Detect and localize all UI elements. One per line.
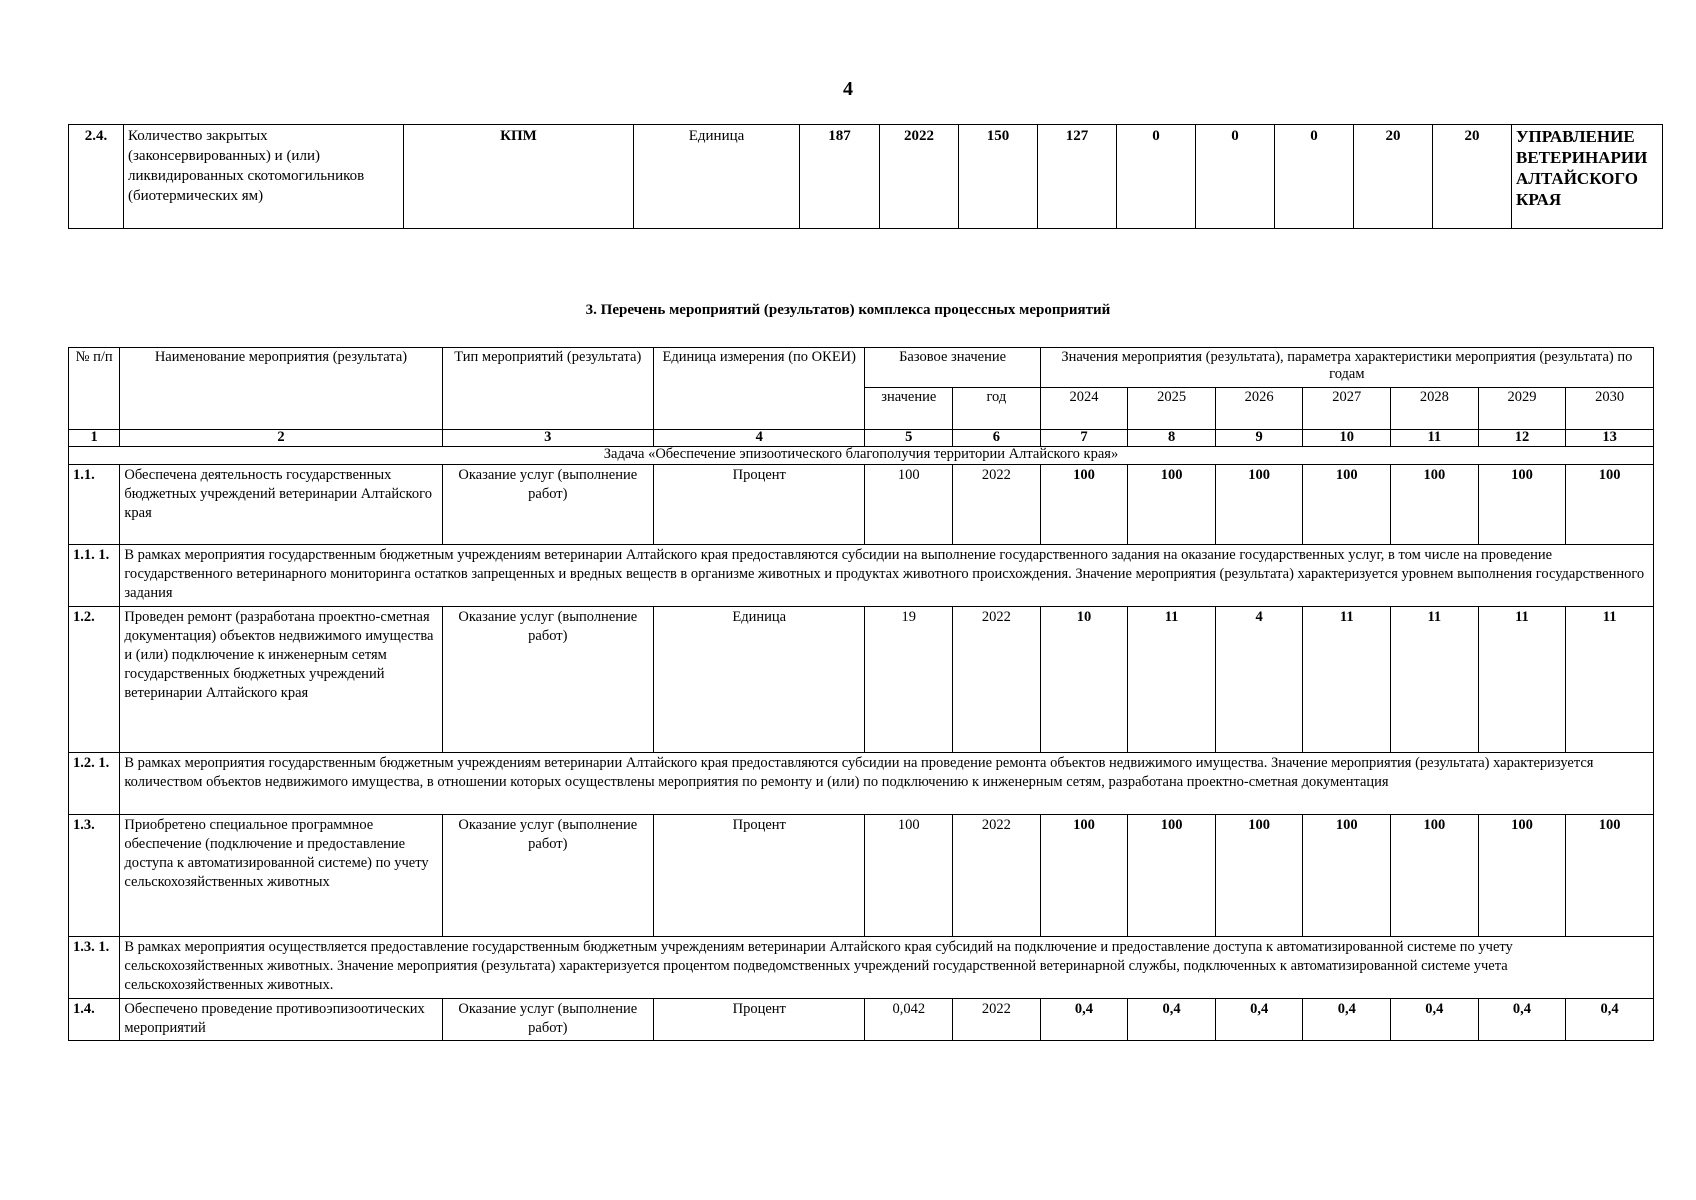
value-cell: 20: [1433, 125, 1512, 229]
row-type: Оказание услуг (выполнение работ): [442, 999, 653, 1041]
row-type: КПМ: [404, 125, 634, 229]
row-number: 1.1. 1.: [69, 545, 120, 607]
base-year: 2022: [953, 607, 1041, 753]
year-value: 100: [1303, 465, 1391, 545]
row-number: 1.2.: [69, 607, 120, 753]
base-year: 2022: [953, 999, 1041, 1041]
section-title: 3. Перечень мероприятий (результатов) комплекса процессных мероприятий: [585, 302, 1111, 318]
page-number: 4: [843, 78, 853, 100]
year-value: 11: [1566, 607, 1654, 753]
table-row: [69, 465, 1654, 545]
row-type: Оказание услуг (выполнение работ): [442, 815, 653, 937]
table-row: [69, 607, 1654, 753]
row-name: Обеспечена деятельность государственных бюджетных учреждений ветеринарии Алтайского края: [120, 465, 442, 545]
row-number: 2.4.: [69, 125, 124, 229]
value-cell: 20: [1354, 125, 1433, 229]
column-number: 5: [865, 430, 953, 447]
base-value: 100: [865, 465, 953, 545]
column-number: 9: [1215, 430, 1303, 447]
year-value: 0,4: [1566, 999, 1654, 1041]
continuation-table: [68, 124, 1663, 229]
row-name: Количество закрытых (законсервированных) и (или) ликвидированных скотомогильников (биотермических ям): [124, 125, 404, 229]
value-cell: 0: [1196, 125, 1275, 229]
year-value: 100: [1128, 465, 1216, 545]
row-unit: Процент: [654, 999, 865, 1041]
header-values: Значения мероприятия (результата), параметра характеристики мероприятия (результата) по годам: [1040, 348, 1653, 388]
header-base-year: год: [953, 388, 1041, 430]
row-unit: Процент: [654, 465, 865, 545]
responsible-agency: УПРАВЛЕНИЕ ВЕТЕРИНАРИИ АЛТАЙСКОГО КРАЯ: [1512, 125, 1663, 229]
header-year: 2024: [1040, 388, 1128, 430]
header-year: 2025: [1128, 388, 1216, 430]
value-cell: 187: [800, 125, 880, 229]
activities-table: [68, 347, 1654, 1041]
row-unit: Процент: [654, 815, 865, 937]
year-value: 100: [1391, 465, 1479, 545]
year-value: 100: [1128, 815, 1216, 937]
header-name: Наименование мероприятия (результата): [120, 348, 442, 430]
column-number: 12: [1478, 430, 1566, 447]
column-number-row: [69, 430, 1654, 447]
value-cell: 0: [1275, 125, 1354, 229]
row-name: Обеспечено проведение противоэпизоотических мероприятий: [120, 999, 442, 1041]
row-unit: Единица: [634, 125, 800, 229]
header-base: Базовое значение: [865, 348, 1040, 388]
row-description: В рамках мероприятия государственным бюджетным учреждениям ветеринарии Алтайского края предоставляются субсидии на выполнение государственного задания на оказание государственных услуг, в том числе на проведение государственного ветеринарного мониторинга остатков запрещенных и вредных веществ в организме животных и продуктах животного происхождения. Значение мероприятия (результата) характеризуется уровнем выполнения государственного задания: [120, 545, 1654, 607]
header-number: № п/п: [69, 348, 120, 430]
base-year: 2022: [953, 815, 1041, 937]
year-value: 100: [1215, 815, 1303, 937]
year-value: 100: [1566, 815, 1654, 937]
row-name: Приобретено специальное программное обеспечение (подключение и предоставление доступа к автоматизированной системе) по учету сельскохозяйственных животных: [120, 815, 442, 937]
value-cell: 0: [1117, 125, 1196, 229]
year-value: 100: [1040, 815, 1128, 937]
column-number: 7: [1040, 430, 1128, 447]
task-row: [69, 447, 1654, 465]
base-value: 19: [865, 607, 953, 753]
year-value: 0,4: [1128, 999, 1216, 1041]
year-value: 100: [1040, 465, 1128, 545]
row-unit: Единица: [654, 607, 865, 753]
value-cell: 127: [1038, 125, 1117, 229]
row-type: Оказание услуг (выполнение работ): [442, 607, 653, 753]
row-type: Оказание услуг (выполнение работ): [442, 465, 653, 545]
year-value: 100: [1566, 465, 1654, 545]
description-row: [69, 545, 1654, 607]
year-value: 11: [1478, 607, 1566, 753]
column-number: 8: [1128, 430, 1216, 447]
header-unit: Единица измерения (по ОКЕИ): [654, 348, 865, 430]
header-year: 2028: [1391, 388, 1479, 430]
row-number: 1.1.: [69, 465, 120, 545]
header-year: 2027: [1303, 388, 1391, 430]
description-row: [69, 937, 1654, 999]
year-value: 0,4: [1215, 999, 1303, 1041]
table-row: [69, 999, 1654, 1041]
year-value: 0,4: [1478, 999, 1566, 1041]
column-number: 6: [953, 430, 1041, 447]
year-value: 100: [1391, 815, 1479, 937]
year-value: 100: [1215, 465, 1303, 545]
header-year: 2029: [1478, 388, 1566, 430]
column-number: 1: [69, 430, 120, 447]
header-year: 2026: [1215, 388, 1303, 430]
row-description: В рамках мероприятия осуществляется предоставление государственным бюджетным учреждениям ветеринарии Алтайского края субсидий на подключение и предоставление доступа к автоматизированной системе по учету сельскохозяйственных животных. Значение мероприятия (результата) характеризуется процентом подведомственных учреждений государственной ветеринарной службы, подключенных к автоматизированной системе учета сельскохозяйственных животных.: [120, 937, 1654, 999]
description-row: [69, 753, 1654, 815]
column-number: 3: [442, 430, 653, 447]
year-value: 0,4: [1040, 999, 1128, 1041]
year-value: 100: [1303, 815, 1391, 937]
year-value: 11: [1303, 607, 1391, 753]
row-number: 1.4.: [69, 999, 120, 1041]
column-number: 2: [120, 430, 442, 447]
base-value: 0,042: [865, 999, 953, 1041]
row-name: Проведен ремонт (разработана проектно-сметная документация) объектов недвижимого имущества и (или) подключение к инженерным сетям государственных бюджетных учреждений ветеринарии Алтайского края: [120, 607, 442, 753]
year-value: 100: [1478, 815, 1566, 937]
header-type: Тип мероприятий (результата): [442, 348, 653, 430]
header-year: 2030: [1566, 388, 1654, 430]
year-value: 0,4: [1303, 999, 1391, 1041]
task-title: Задача «Обеспечение эпизоотического благополучия территории Алтайского края»: [69, 447, 1654, 465]
value-cell: 2022: [880, 125, 959, 229]
value-cell: 150: [959, 125, 1038, 229]
table-row: [69, 815, 1654, 937]
column-number: 10: [1303, 430, 1391, 447]
header-row: [69, 348, 1654, 388]
base-year: 2022: [953, 465, 1041, 545]
column-number: 11: [1391, 430, 1479, 447]
year-value: 0,4: [1391, 999, 1479, 1041]
column-number: 13: [1566, 430, 1654, 447]
year-value: 11: [1128, 607, 1216, 753]
year-value: 4: [1215, 607, 1303, 753]
header-base-value: значение: [865, 388, 953, 430]
row-number: 1.2. 1.: [69, 753, 120, 815]
row-description: В рамках мероприятия государственным бюджетным учреждениям ветеринарии Алтайского края предоставляются субсидии на проведение ремонта объектов недвижимого имущества. Значение мероприятия (результата) характеризуется количеством объектов недвижимого имущества, в отношении которых осуществлены мероприятия по ремонту и (или) по подключению к инженерным сетям, разработана проектно-сметная документация: [120, 753, 1654, 815]
table-row: [69, 125, 1663, 229]
year-value: 10: [1040, 607, 1128, 753]
base-value: 100: [865, 815, 953, 937]
year-value: 100: [1478, 465, 1566, 545]
row-number: 1.3. 1.: [69, 937, 120, 999]
column-number: 4: [654, 430, 865, 447]
row-number: 1.3.: [69, 815, 120, 937]
year-value: 11: [1391, 607, 1479, 753]
